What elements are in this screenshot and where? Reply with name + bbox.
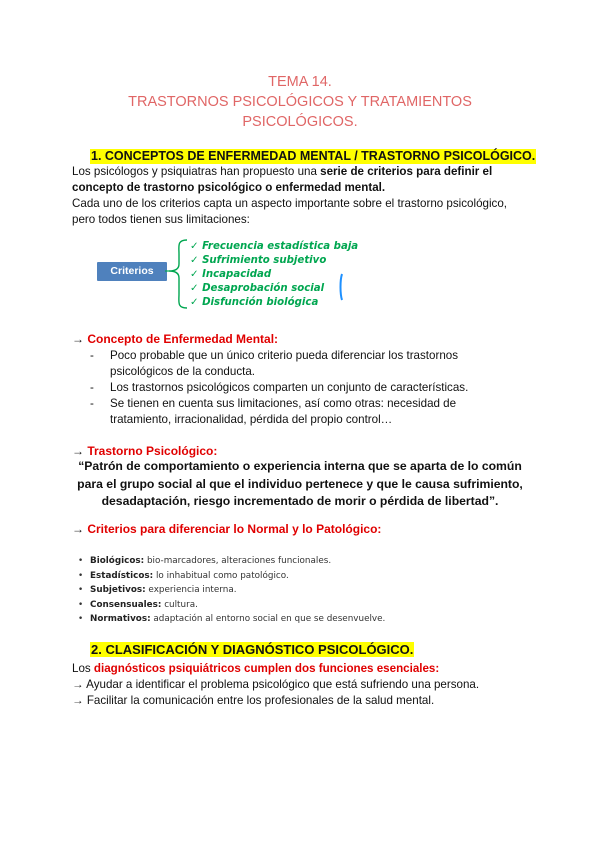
list-item-text: Los trastornos psicológicos comparten un conjunto de características.	[110, 381, 469, 394]
criterion-desc: cultura.	[161, 599, 198, 610]
edge-mark-icon	[338, 272, 348, 302]
criteria-item: ✓ Frecuencia estadística baja	[190, 241, 359, 252]
criterion-desc: experiencia interna.	[145, 585, 237, 596]
section2-intro-text: Los	[72, 662, 94, 675]
dash-bullet: -	[90, 381, 94, 394]
list-item	[78, 554, 385, 569]
criterion-term: Normativos:	[90, 614, 151, 625]
criterios-normal-heading	[72, 522, 381, 537]
topic-title-line2: PSICOLÓGICOS.	[242, 114, 358, 130]
criterion-term: Consensuales:	[90, 599, 162, 610]
trastorno-definition: “Patrón de comportamiento o experiencia interna que se aparta de lo común para el grupo social al que el individuo pertenece y que le causa sufrimiento, desadaptación, riesgo incrementado de morir o pérdida de libertad”.	[77, 459, 523, 508]
list-item	[78, 612, 385, 627]
list-item	[78, 583, 385, 598]
list-item-text: Poco probable que un único criterio pueda diferenciar los trastornos psicológicos de la conducta.	[110, 349, 459, 378]
arrow-icon: →	[72, 332, 88, 346]
criteria-list	[190, 240, 358, 310]
concepto-heading	[72, 332, 278, 347]
trastorno-heading	[72, 444, 217, 459]
dash-bullet: -	[90, 349, 94, 362]
criteria-item: ✓ Disfunción biológica	[190, 297, 319, 308]
criteria-item: ✓ Incapacidad	[190, 269, 272, 280]
p1-bold: serie de criterios para definir el	[320, 165, 493, 178]
criterion-term: Biológicos:	[90, 556, 145, 566]
criterion-desc: adaptación al entorno social en que se desenvuelve.	[150, 614, 386, 625]
criterion-term: Estadísticos:	[90, 570, 154, 581]
p1-text: Los psicólogos y psiquiatras han propuesto una	[72, 165, 321, 178]
section1-paragraph1-line2: concepto de trastorno psicológico o enfermedad mental.	[72, 181, 386, 194]
dash-bullet: -	[90, 397, 94, 410]
bullet-icon: •	[78, 585, 84, 596]
criterion-desc: bio-marcadores, alteraciones funcionales.	[144, 556, 332, 566]
section1-paragraph1-line1	[72, 164, 492, 180]
criteria-item: ✓ Sufrimiento subjetivo	[190, 255, 327, 266]
bullet-icon: •	[78, 614, 84, 625]
bullet-icon: •	[78, 556, 84, 566]
topic-title-line1: TRASTORNOS PSICOLÓGICOS Y TRATAMIENTOS	[128, 94, 472, 110]
arrow-icon: →	[72, 522, 88, 536]
section1-paragraph2-line2: pero todos tienen sus limitaciones:	[72, 213, 250, 226]
section1-paragraph2-line1: Cada uno de los criterios capta un aspecto importante sobre el trastorno psicológico,	[72, 197, 508, 210]
section1-heading: 1. CONCEPTOS DE ENFERMEDAD MENTAL / TRASTORNO PSICOLÓGICO.	[91, 149, 536, 163]
concepto-heading-text: Concepto de Enfermedad Mental:	[87, 332, 279, 346]
list-item-text: Se tienen en cuenta sus limitaciones, así como otras: necesidad de tratamiento, irracionalidad, pérdida del propio control…	[110, 397, 457, 426]
criteria-item: ✓ Desaprobación social	[190, 283, 325, 294]
bullet-icon: •	[78, 570, 84, 581]
list-item	[78, 598, 385, 613]
criteria-box: Criterios	[97, 262, 167, 281]
criterios-normal-heading-text: Criterios para diferenciar lo Normal y lo Patológico:	[87, 522, 382, 536]
section2-intro-highlight: diagnósticos psiquiátricos cumplen dos funciones esenciales:	[93, 662, 440, 675]
topic-number: TEMA 14.	[268, 74, 332, 90]
criterion-desc: lo inhabitual como patológico.	[153, 570, 289, 581]
section2-function2: → Facilitar la comunicación entre los profesionales de la salud mental.	[72, 694, 435, 707]
section2-intro	[72, 661, 439, 677]
section2-heading: 2. CLASIFICACIÓN Y DIAGNÓSTICO PSICOLÓGICO.	[91, 642, 414, 657]
criterion-term: Subjetivos:	[90, 585, 146, 596]
bullet-icon: •	[78, 599, 84, 610]
trastorno-heading-text: Trastorno Psicológico:	[87, 444, 218, 458]
section2-function1: → Ayudar a identificar el problema psicológico que está sufriendo una persona.	[72, 678, 480, 691]
list-item	[78, 569, 385, 584]
criterios-normal-list	[78, 554, 385, 627]
arrow-icon: →	[72, 444, 88, 458]
